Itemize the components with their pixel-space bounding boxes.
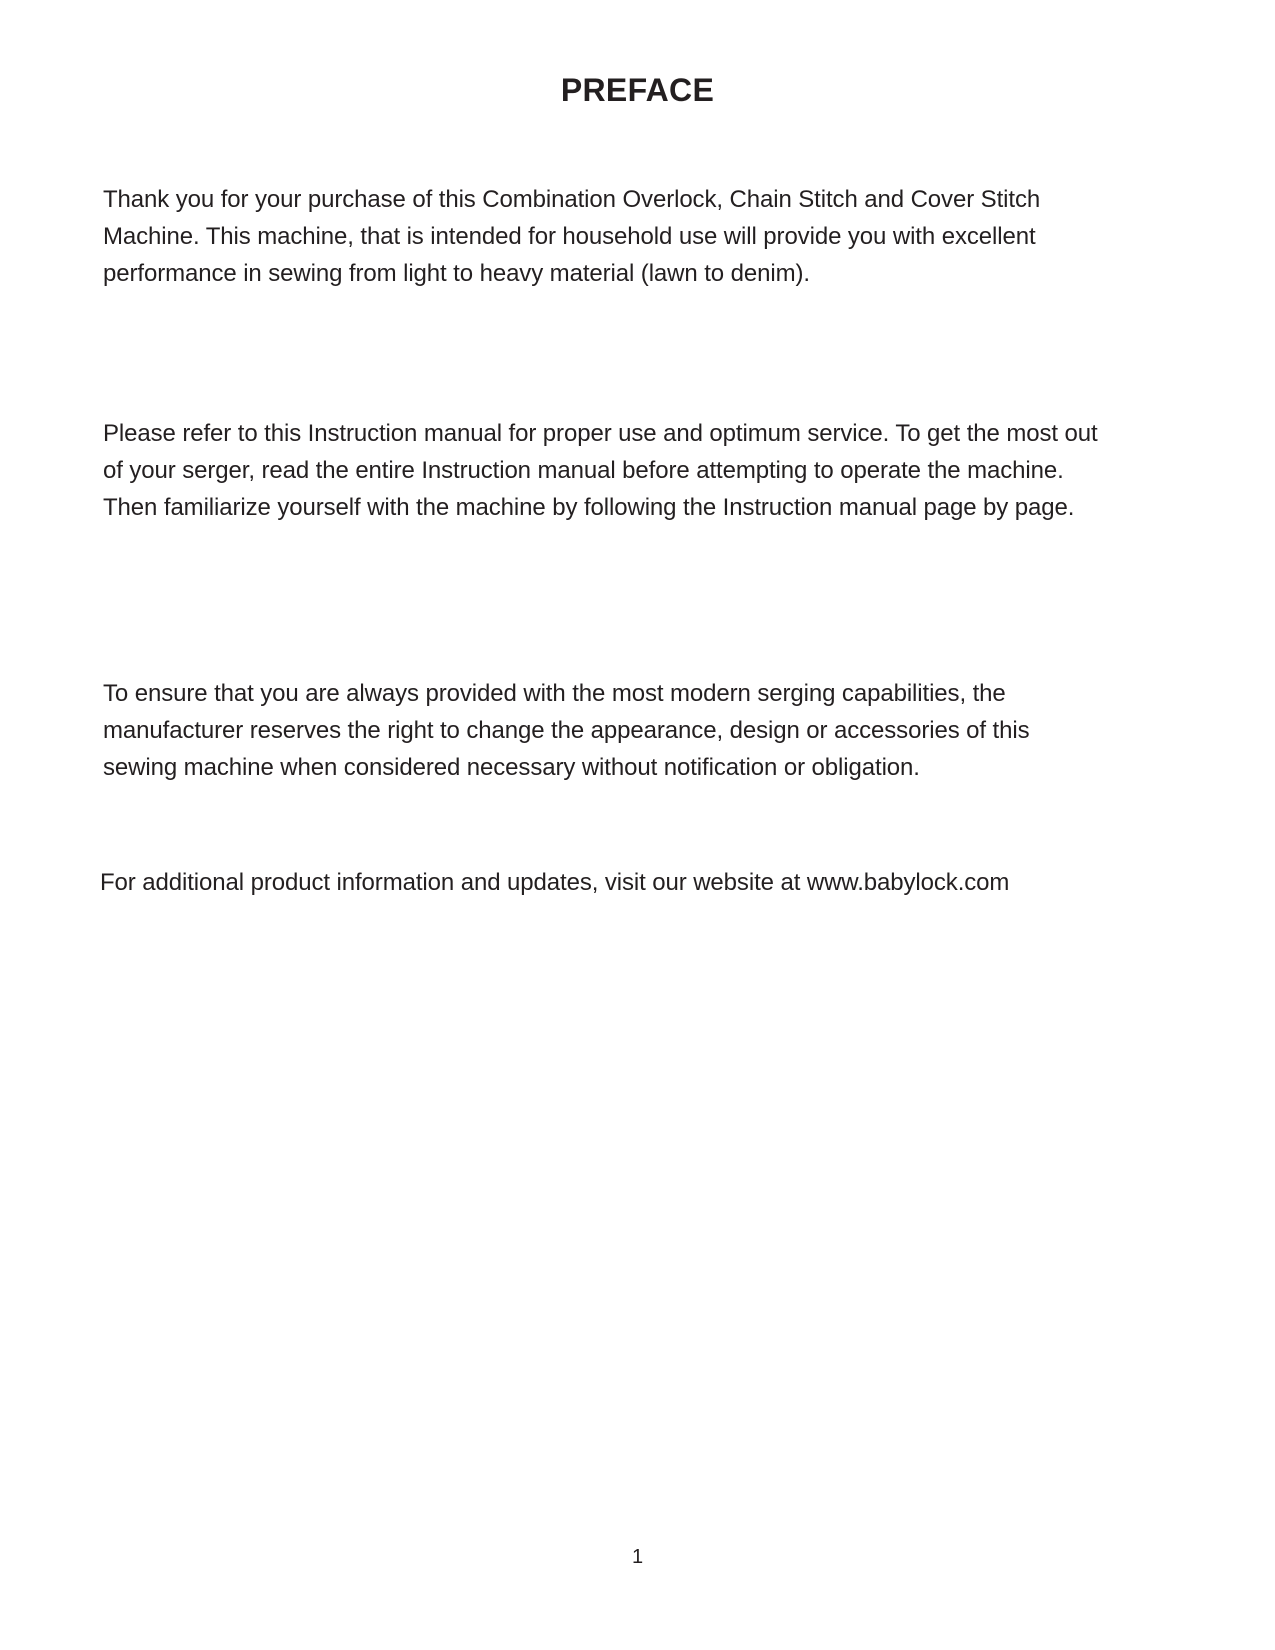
paragraph-line: sewing machine when considered necessary without notification or obligation. — [103, 754, 920, 781]
paragraph-website-info — [100, 864, 1180, 901]
paragraph-introduction — [103, 181, 1183, 292]
paragraph-manual-instructions — [103, 415, 1183, 526]
paragraph-line: of your serger, read the entire Instruction manual before attempting to operate the machine. — [103, 457, 1064, 484]
page-number: 1 — [631, 1546, 644, 1568]
paragraph-line: Thank you for your purchase of this Combination Overlock, Chain Stitch and Cover Stitch — [103, 186, 1041, 213]
paragraph-line: manufacturer reserves the right to change the appearance, design or accessories of this — [103, 717, 1030, 744]
paragraph-manufacturer-rights — [103, 675, 1183, 786]
paragraph-line: Please refer to this Instruction manual for proper use and optimum service. To get the most out — [103, 420, 1098, 447]
paragraph-line: For additional product information and updates, visit our website at www.babylock.com — [100, 869, 1010, 896]
paragraph-line: To ensure that you are always provided with the most modern serging capabilities, the — [103, 680, 1006, 707]
paragraph-line: Machine. This machine, that is intended for household use will provide you with excellent — [103, 223, 1036, 250]
paragraph-line: Then familiarize yourself with the machine by following the Instruction manual page by page. — [103, 494, 1075, 521]
page-title: PREFACE — [560, 72, 715, 108]
paragraph-line: performance in sewing from light to heavy material (lawn to denim). — [103, 260, 810, 287]
